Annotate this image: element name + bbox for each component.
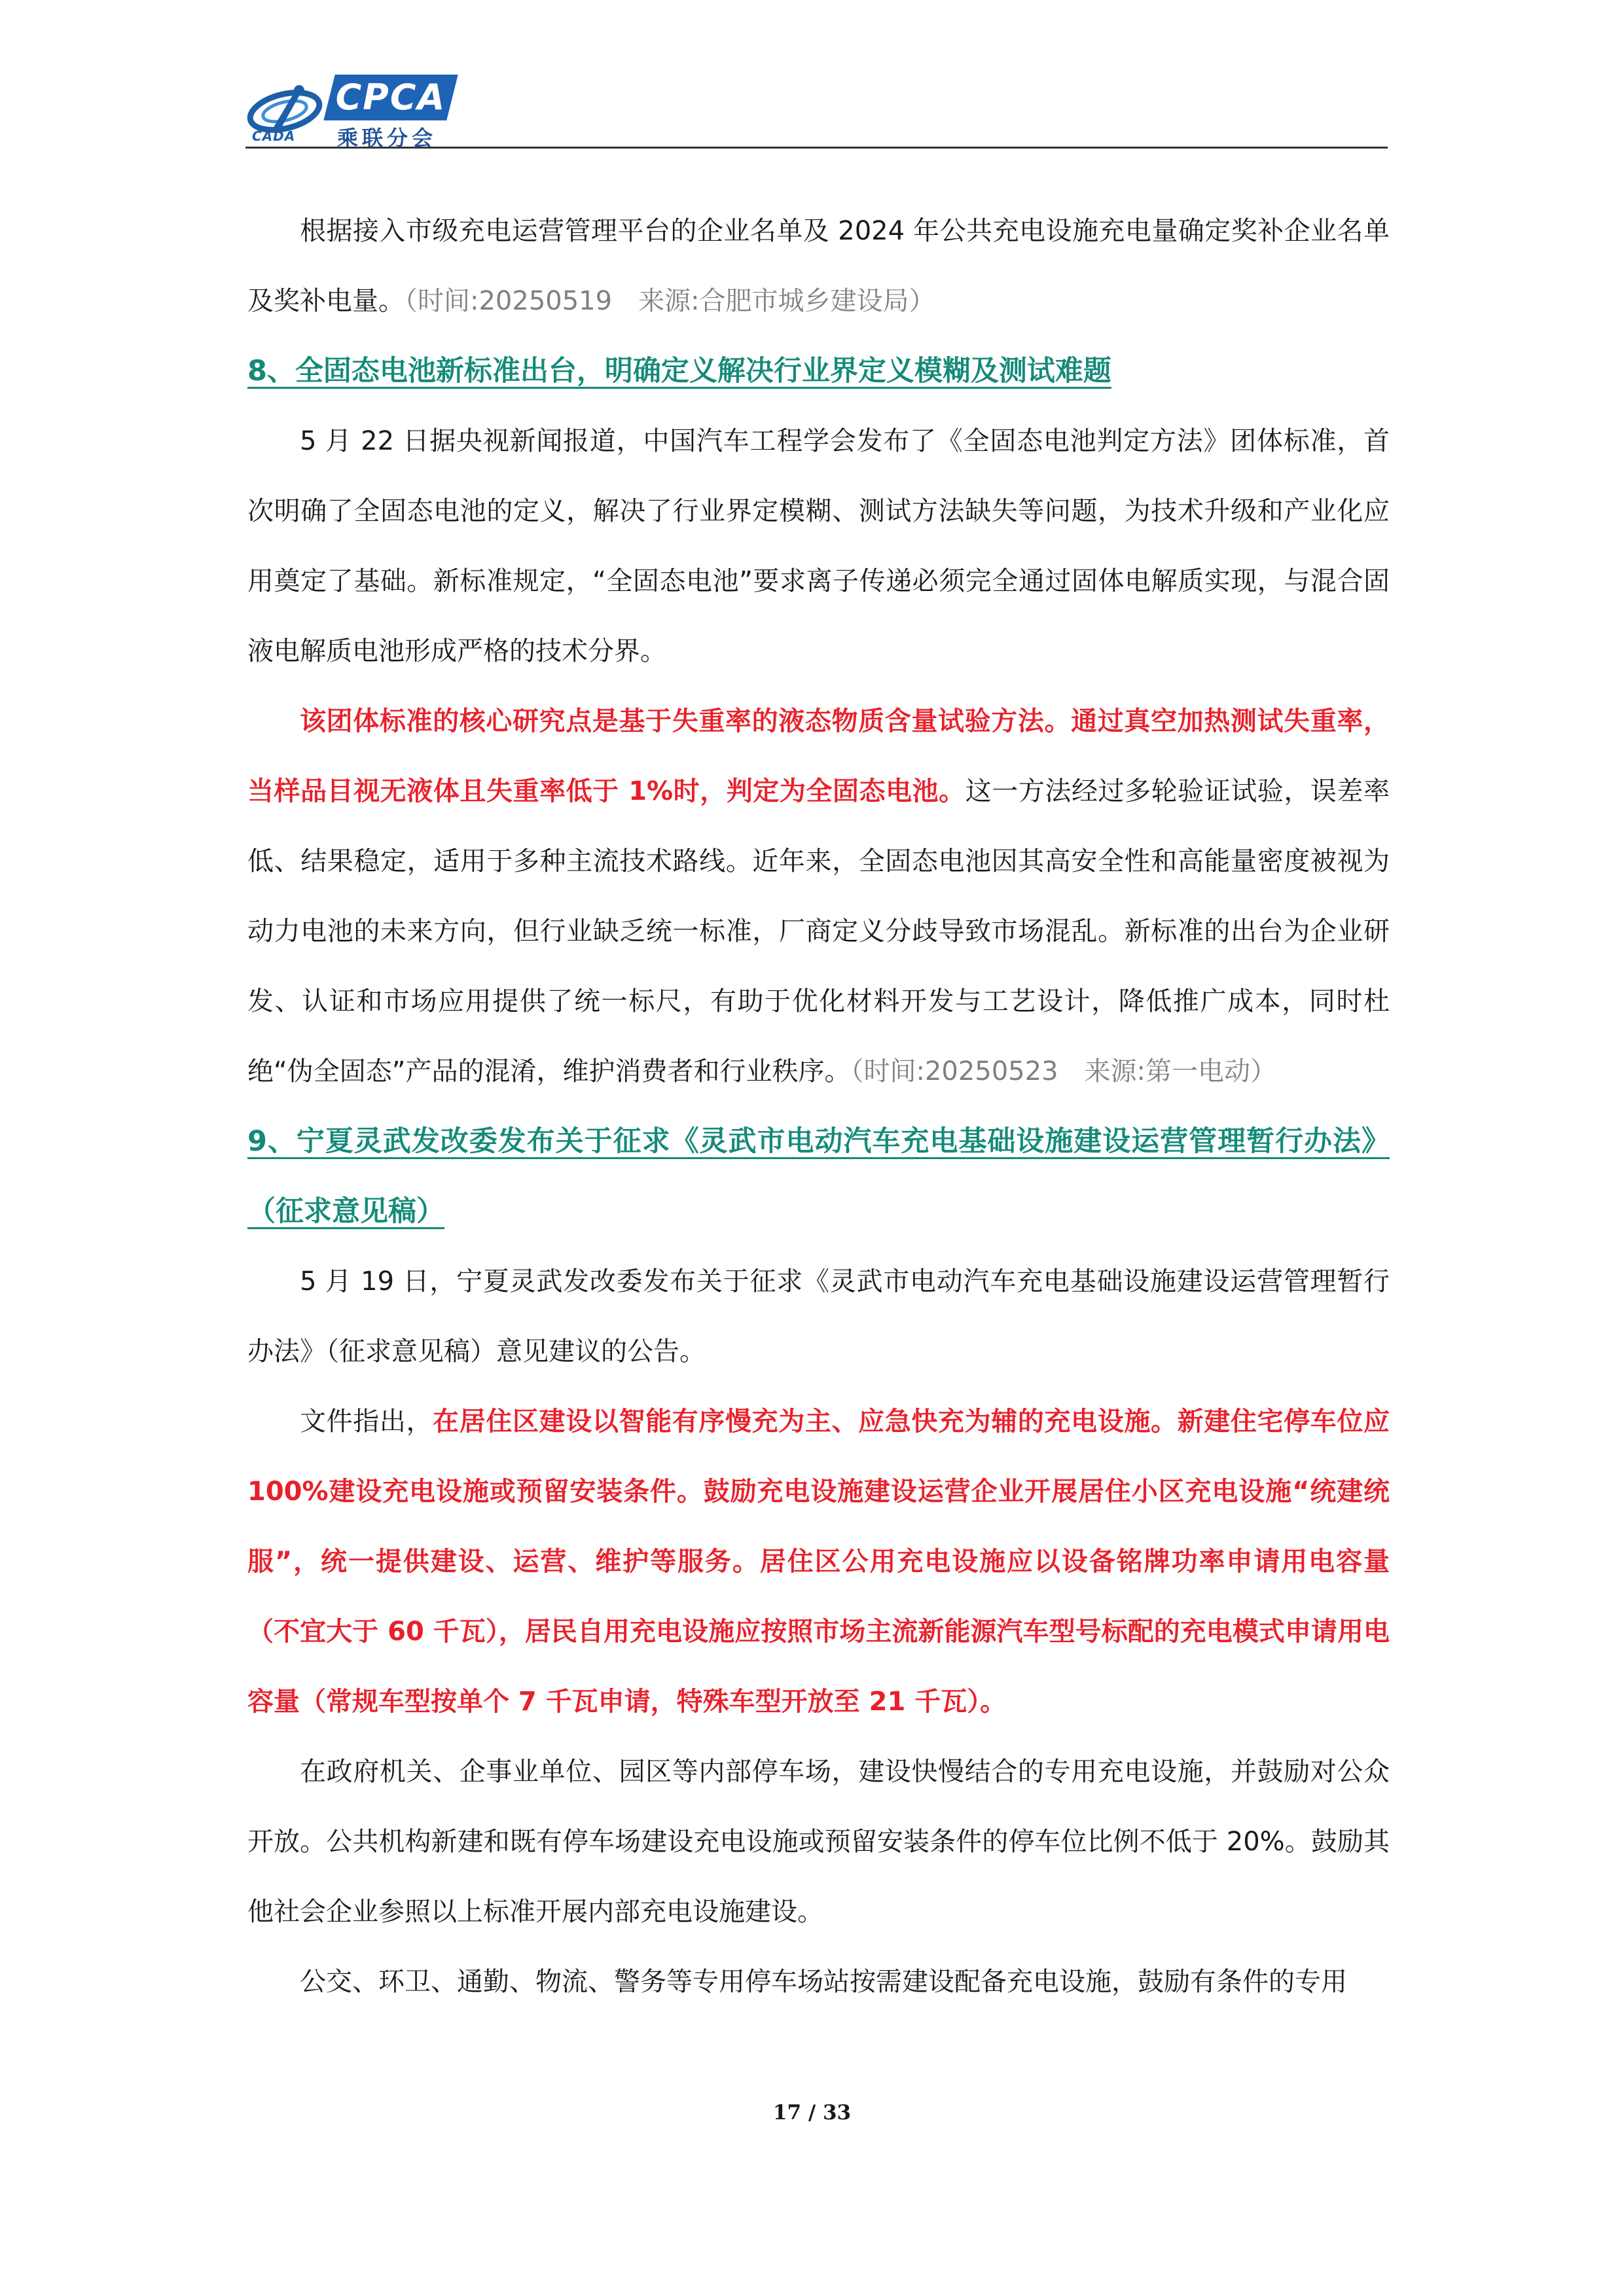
paragraph-hefei-subsidy	[247, 196, 1390, 336]
source-citation: （时间:20250523 来源:第一电动）	[850, 1056, 1276, 1086]
paragraph-internal-parking	[247, 1737, 1390, 1947]
cada-logo-text: CADA	[252, 128, 296, 144]
source-citation: （时间:20250519 来源:合肥市城乡建设局）	[405, 286, 935, 316]
paragraph-lingwu-notice	[247, 1247, 1390, 1387]
paragraph-text: 这一方法经过多轮验证试验，误差率低、结果稳定，适用于多种主流技术路线。近年来，全固态电池因其高安全性和高能量密度被视为动力电池的未来方向，但行业缺乏统一标准，厂商定义分歧导致市场混乱。新标准的出台为企业研发、认证和市场应用提供了统一标尺，有助于优化材料开发与工艺设计，降低推广成本，同时杜绝“伪全固态”产品的混淆，维护消费者和行业秩序。	[247, 776, 1390, 1086]
paragraph-residential-charging	[247, 1387, 1390, 1737]
heading-text: 9、宁夏灵武发改委发布关于征求《灵武市电动汽车充电基础设施建设运营管理暂行办法》（征求意见稿）	[247, 1125, 1390, 1228]
paragraph-text: 5 月 22 日据央视新闻报道，中国汽车工程学会发布了《全固态电池判定方法》团体标准，首次明确了全固态电池的定义，解决了行业界定模糊、测试方法缺失等问题，为技术升级和产业化应用奠定了基础。新标准规定，“全固态电池”要求离子传递必须完全通过固体电解质实现，与混合固液电解质电池形成严格的技术分界。	[247, 426, 1390, 666]
document-body	[247, 196, 1390, 2017]
paragraph-text: 根据接入市级充电运营管理平台的企业名单及 2024 年公共充电设施充电量确定奖补企业名单及奖补电量。	[247, 216, 1390, 316]
cpca-logo-subtitle: 乘联分会	[337, 126, 437, 151]
paragraph-text: 公交、环卫、通勤、物流、警务等专用停车场站按需建设配备充电设施，鼓励有条件的专用	[300, 1967, 1347, 1997]
paragraph-text: 5 月 19 日，宁夏灵武发改委发布关于征求《灵武市电动汽车充电基础设施建设运营管理暂行办法》（征求意见稿）意见建议的公告。	[247, 1266, 1390, 1367]
cpca-logo-badge	[323, 75, 458, 120]
section-heading-9	[247, 1107, 1390, 1247]
paragraph-solid-state-method	[247, 687, 1390, 1107]
section-heading-8	[247, 336, 1390, 406]
heading-text: 8、全固态电池新标准出台，明确定义解决行业界定义模糊及测试难题	[247, 355, 1111, 387]
page-header	[245, 65, 1388, 151]
highlighted-text: 该团体标准的核心研究点是基于失重率的液态物质含量试验方法。通过真空加热测试失重率，当样品目视无液体且失重率低于 1%时，判定为全固态电池。	[247, 706, 1390, 806]
highlighted-text: 在居住区建设以智能有序慢充为主、应急快充为辅的充电设施。新建住宅停车位应 100%建设充电设施或预留安装条件。鼓励充电设施建设运营企业开展居住小区充电设施“统建统服”，统一提供建设、运营、维护等服务。居住区公用充电设施应以设备铭牌功率申请用电容量（不宜大于 60 千瓦），居民自用充电设施应按照市场主流新能源汽车型号标配的充电模式申请用电容量（常规车型按单个 7 千瓦申请，特殊车型开放至 21 千瓦）。	[247, 1407, 1390, 1717]
page-number	[0, 2101, 1624, 2125]
paragraph-special-parking	[247, 1947, 1390, 2017]
page-total: 33	[822, 2101, 852, 2125]
page-separator: /	[808, 2101, 816, 2125]
paragraph-solid-state-standard	[247, 406, 1390, 687]
paragraph-text: 在政府机关、企事业单位、园区等内部停车场，建设快慢结合的专用充电设施，并鼓励对公众开放。公共机构新建和既有停车场建设充电设施或预留安装条件的停车位比例不低于 20%。鼓励其他社会企业参照以上标准开展内部充电设施建设。	[247, 1757, 1390, 1927]
header-divider	[245, 147, 1388, 149]
page-current: 17	[772, 2101, 802, 2125]
cpca-logo-text: CPCA	[335, 77, 446, 118]
paragraph-prefix: 文件指出，	[300, 1407, 433, 1437]
